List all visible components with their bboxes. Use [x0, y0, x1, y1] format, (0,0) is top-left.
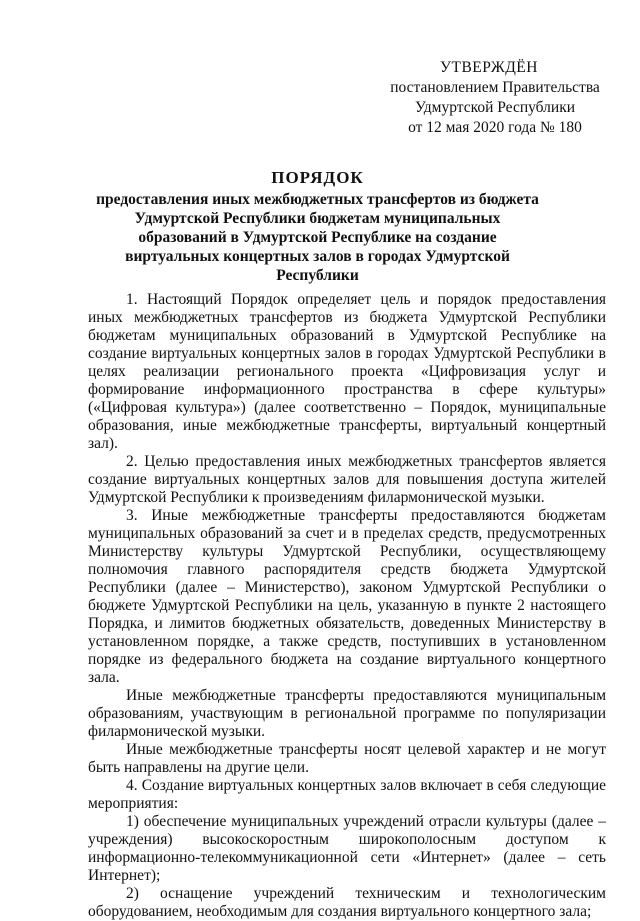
paragraph-4-item-1: 1) обеспечение муниципальных учреждений отрасли культуры (далее – учреждения) высокоскоростным широкополосным доступом к информационно-телекоммуникационной сети «Интернет» (далее – сеть Интернет); — [88, 813, 606, 884]
paragraph-4-item-2: 2) оснащение учреждений техническим и технологическим оборудованием, необходимым для создания виртуального концертного зала; — [88, 885, 606, 920]
approval-line-decree: постановлением Правительства — [390, 79, 600, 96]
paragraph-3: 3. Иные межбюджетные трансферты предоставляются бюджетам муниципальных образований за счет и в пределах средств, предусмотренных Министерству культуры Удмуртской Республики, осуществляющему полномочия главного распорядителя средств бюджета Удмуртской Республики (далее – Министерство), законом Удмуртской Республики о бюджете Удмуртской Республики на цель, указанную в пункте 2 настоящего Порядка, и лимитов бюджетных обязательств, доведенных Министерству в установленном порядке, а также средств, поступивших в установленном порядке из федерального бюджета на создание виртуального концертного зала. — [88, 507, 606, 686]
document-title-block — [95, 168, 540, 285]
document-subtitle: предоставления иных межбюджетных трансфертов из бюджета Удмуртской Республики бюджетам муниципальных образований в Удмуртской Республике на создание виртуальных концертных залов в городах Удмуртской Республики — [96, 191, 539, 284]
approval-stamp — [370, 58, 620, 138]
paragraph-3-recipients: Иные межбюджетные трансферты предоставляются муниципальным образованиям, участвующим в региональной программе по популяризации филармонической музыки. — [88, 687, 606, 740]
approval-line-republic: Удмуртской Республики — [414, 99, 576, 116]
approval-line-date: от 12 мая 2020 года № 180 — [408, 119, 582, 136]
approval-heading: УТВЕРЖДЁН — [440, 59, 538, 76]
document-title: ПОРЯДОК — [271, 168, 364, 187]
document-body — [88, 291, 606, 921]
paragraph-3-purpose: Иные межбюджетные трансферты носят целевой характер и не могут быть направлены на другие цели. — [88, 741, 606, 776]
paragraph-1: 1. Настоящий Порядок определяет цель и порядок предоставления иных межбюджетных трансфертов из бюджета Удмуртской Республики бюджетам муниципальных образований в Удмуртской Республике на создание виртуальных концертных залов в городах Удмуртской Республики в целях реализации регионального проекта «Цифровизация услуг и формирование информационного пространства в сфере культуры» («Цифровая культура») (далее соответственно – Порядок, муниципальные образования, иные межбюджетные трансферты, виртуальный концертный зал). — [88, 291, 606, 452]
paragraph-4: 4. Создание виртуальных концертных залов включает в себя следующие мероприятия: — [88, 777, 606, 812]
paragraph-2: 2. Целью предоставления иных межбюджетных трансфертов является создание виртуальных концертных залов для повышения доступа жителей Удмуртской Республики к произведениям филармонической музыки. — [88, 453, 606, 506]
